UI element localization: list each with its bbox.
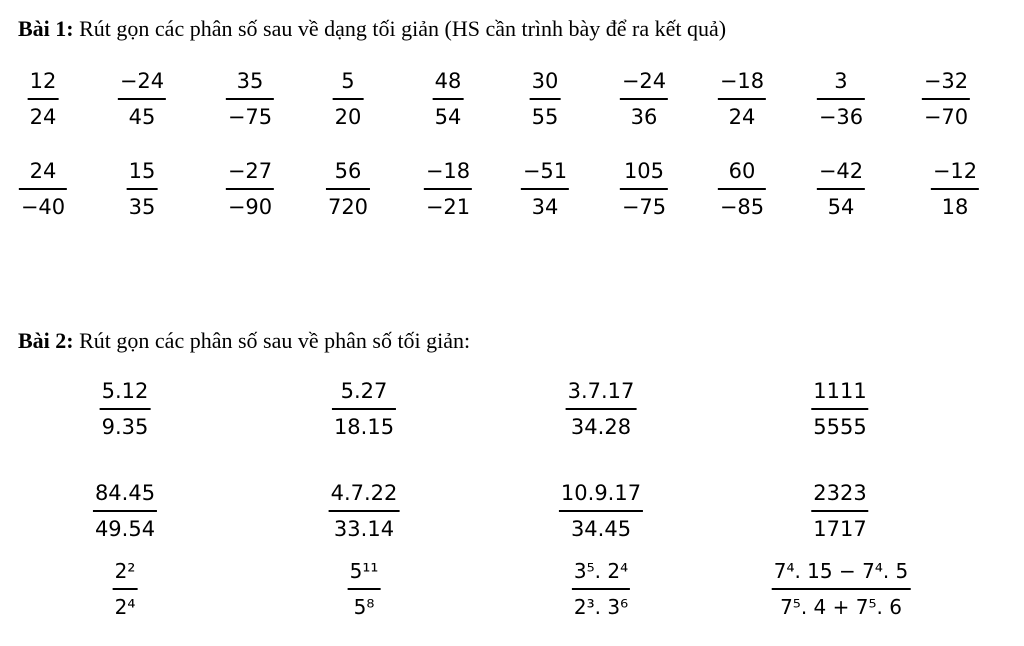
numerator: 3⁵. 2⁴	[573, 559, 629, 583]
denominator: 49.54	[94, 516, 156, 541]
denominator: −85	[719, 194, 765, 219]
denominator: 24	[29, 104, 57, 129]
numerator: 12	[29, 69, 57, 93]
denominator: −36	[818, 104, 864, 129]
denominator: 9.35	[101, 414, 149, 439]
fraction	[922, 68, 970, 131]
exercise-2-row-3	[0, 558, 1024, 628]
denominator: 36	[630, 104, 658, 129]
fraction	[718, 68, 766, 131]
numerator: 24	[29, 159, 57, 183]
numerator: 4.7.22	[330, 481, 398, 505]
numerator: 5.27	[340, 379, 388, 403]
exercise-1-row-1	[0, 68, 1024, 138]
numerator: 2²	[114, 559, 136, 583]
fraction	[332, 378, 396, 441]
numerator: −24	[119, 69, 165, 93]
fraction	[559, 480, 643, 543]
fraction	[326, 158, 370, 221]
denominator: −40	[20, 194, 66, 219]
denominator: 34	[531, 194, 559, 219]
exercise-1-instruction: Rút gọn các phân số sau về dạng tối giản (HS cần trình bày để ra kết quả)	[73, 16, 727, 41]
numerator: −51	[522, 159, 568, 183]
numerator: 3	[834, 69, 848, 93]
fraction	[772, 558, 911, 621]
numerator: −18	[425, 159, 471, 183]
denominator: 33.14	[333, 516, 395, 541]
exercise-1-heading	[18, 16, 726, 42]
fraction	[28, 68, 59, 131]
denominator: 7⁵. 4 + 7⁵. 6	[780, 594, 902, 619]
fraction	[620, 68, 668, 131]
denominator: −21	[425, 194, 471, 219]
fraction	[530, 68, 561, 131]
fraction	[19, 158, 67, 221]
fraction	[93, 480, 157, 543]
numerator: −12	[932, 159, 978, 183]
fraction	[931, 158, 979, 221]
denominator: −75	[621, 194, 667, 219]
denominator: 5555	[813, 414, 867, 439]
denominator: 54	[434, 104, 462, 129]
numerator: −32	[923, 69, 969, 93]
numerator: 3.7.17	[567, 379, 635, 403]
exercise-2-heading	[18, 328, 470, 354]
numerator: 5¹¹	[349, 559, 379, 583]
denominator: −75	[227, 104, 273, 129]
exercise-1-row-2	[0, 158, 1024, 228]
fraction	[348, 558, 381, 621]
fraction	[718, 158, 766, 221]
denominator: 720	[327, 194, 369, 219]
fraction	[572, 558, 630, 621]
numerator: 1111	[813, 379, 867, 403]
numerator: 30	[531, 69, 559, 93]
denominator: 24	[728, 104, 756, 129]
numerator: 10.9.17	[560, 481, 642, 505]
numerator: −24	[621, 69, 667, 93]
fraction	[566, 378, 637, 441]
fraction	[333, 68, 364, 131]
exercise-1-label: Bài 1:	[18, 16, 74, 41]
fraction	[118, 68, 166, 131]
fraction	[329, 480, 400, 543]
fraction	[100, 378, 151, 441]
denominator: 5⁸	[353, 594, 375, 619]
fraction	[226, 158, 274, 221]
fraction	[113, 558, 138, 621]
denominator: 20	[334, 104, 362, 129]
numerator: 35	[236, 69, 264, 93]
numerator: −42	[818, 159, 864, 183]
fraction	[620, 158, 668, 221]
denominator: 1717	[813, 516, 867, 541]
fraction	[433, 68, 464, 131]
fraction	[226, 68, 274, 131]
fraction	[811, 480, 868, 543]
fraction	[521, 158, 569, 221]
numerator: 15	[128, 159, 156, 183]
numerator: 105	[623, 159, 665, 183]
denominator: 35	[128, 194, 156, 219]
denominator: 54	[827, 194, 855, 219]
numerator: 5.12	[101, 379, 149, 403]
denominator: 18	[941, 194, 969, 219]
denominator: 45	[128, 104, 156, 129]
denominator: 18.15	[333, 414, 395, 439]
numerator: 2323	[813, 481, 867, 505]
numerator: 5	[341, 69, 355, 93]
fraction	[817, 158, 865, 221]
denominator: −90	[227, 194, 273, 219]
fraction	[811, 378, 868, 441]
denominator: 2⁴	[114, 594, 136, 619]
numerator: 60	[728, 159, 756, 183]
denominator: 34.45	[570, 516, 632, 541]
fraction	[424, 158, 472, 221]
fraction	[817, 68, 865, 131]
denominator: 34.28	[570, 414, 632, 439]
denominator: −70	[923, 104, 969, 129]
denominator: 2³. 3⁶	[573, 594, 629, 619]
numerator: 7⁴. 15 − 7⁴. 5	[773, 559, 909, 583]
exercise-2-label: Bài 2:	[18, 328, 74, 353]
denominator: 55	[531, 104, 559, 129]
exercise-2-row-2	[0, 480, 1024, 550]
exercise-2-instruction: Rút gọn các phân số sau về phân số tối giản:	[73, 328, 471, 353]
numerator: 48	[434, 69, 462, 93]
numerator: −18	[719, 69, 765, 93]
exercise-2-row-1	[0, 378, 1024, 448]
numerator: 56	[334, 159, 362, 183]
fraction	[127, 158, 158, 221]
numerator: 84.45	[94, 481, 156, 505]
numerator: −27	[227, 159, 273, 183]
